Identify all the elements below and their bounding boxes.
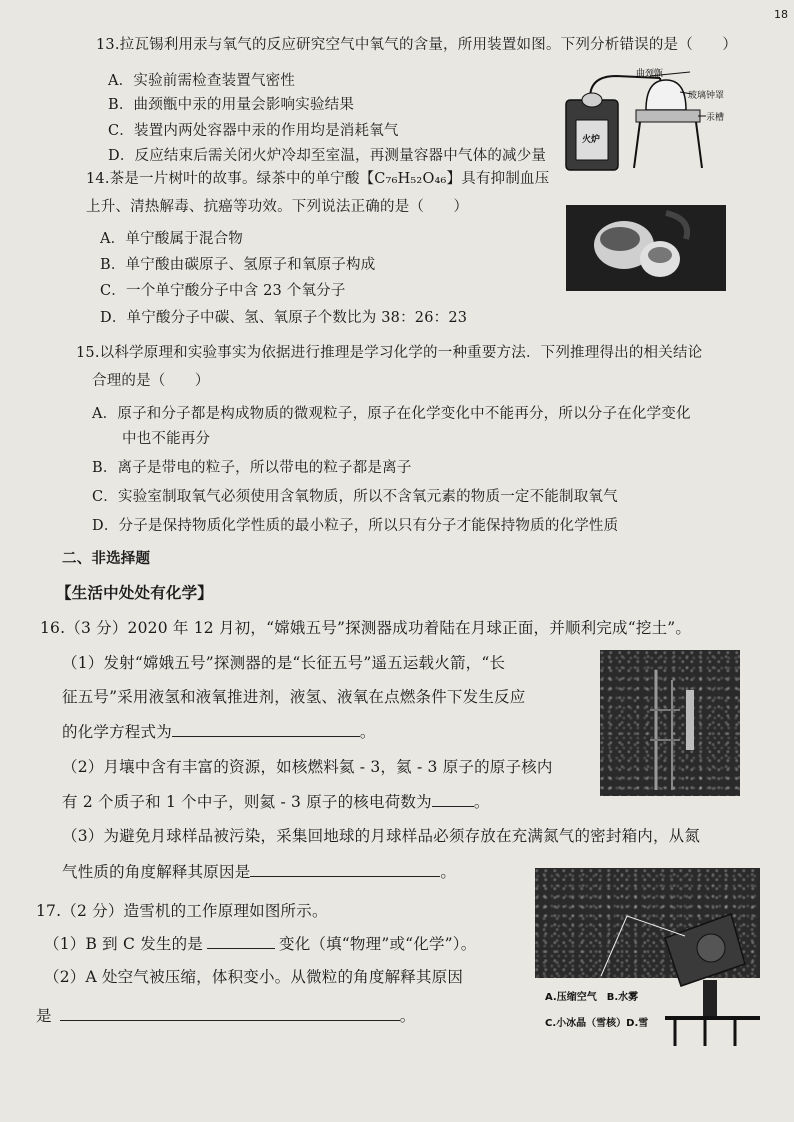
q16-p1-line2: 征五号”采用液氢和液氧推进剂，液氢、液氧在点燃条件下发生反应 xyxy=(62,688,526,706)
q15-stem-line2: 合理的是（ ） xyxy=(92,373,210,389)
q14-option-c: C．一个单宁酸分子中含 23 个氧分子 xyxy=(100,283,346,299)
section-subtitle: 【生活中处处有化学】 xyxy=(56,583,214,602)
label-mercury-trough: 汞槽 xyxy=(706,113,725,123)
snow-machine-figure xyxy=(535,868,760,1046)
label-retort: 曲颈甑 xyxy=(636,69,664,79)
q13-option-d: D．反应结束后需关闭火炉冷却至室温，再测量容器中气体的减少量 xyxy=(108,148,547,164)
q17-p2-line1: （2）A 处空气被压缩，体积变小。从微粒的角度解释其原因 xyxy=(44,968,464,986)
q16-p2-line2-text: 有 2 个质子和 1 个中子，则氦 - 3 原子的核电荷数为 xyxy=(62,793,432,811)
label-furnace: 火炉 xyxy=(582,135,601,145)
tea-photo xyxy=(566,205,726,291)
q16-answer-blank-2[interactable] xyxy=(432,792,474,807)
q15-option-c: C．实验室制取氧气必须使用含氧物质，所以不含氧元素的物质一定不能制取氧气 xyxy=(92,489,618,505)
rocket-tower-drawing xyxy=(600,650,740,796)
q13-option-c: C．装置内两处容器中汞的作用均是消耗氧气 xyxy=(108,123,399,139)
q17-p2-line2-text: 是 xyxy=(36,1007,52,1025)
q16-answer-blank-1[interactable] xyxy=(172,722,360,737)
snow-caption-line2: C.小冰晶（雪核）D.雪 xyxy=(545,1018,649,1029)
q15-option-d: D．分子是保持物质化学性质的最小粒子，所以只有分子才能保持物质的化学性质 xyxy=(92,518,619,534)
q16-p3-line2 xyxy=(62,862,456,881)
q16-p2-line1: （2）月壤中含有丰富的资源，如核燃料氦 - 3，氦 - 3 原子的原子核内 xyxy=(62,758,553,776)
snow-caption-line1: A.压缩空气 B.水雾 xyxy=(545,992,639,1003)
q17-p2-line2 xyxy=(36,1006,415,1025)
q16-p1-line3 xyxy=(62,722,376,741)
q13-stem: 13.拉瓦锡利用汞与氧气的反应研究空气中氧气的含量，所用装置如图。下列分析错误的是（ ） xyxy=(96,37,738,53)
q13-option-a: A．实验前需检查装置气密性 xyxy=(108,73,296,89)
q16-p3-line1: （3）为避免月球样品被污染，采集回地球的月球样品必须存放在充满氮气的密封箱内，从氮 xyxy=(62,827,701,845)
lavoisier-apparatus-figure xyxy=(560,58,740,178)
q16-answer-blank-3[interactable] xyxy=(250,862,440,877)
section-title: 二、非选择题 xyxy=(62,550,151,567)
period-4: 。 xyxy=(399,1007,416,1025)
q17-stem: 17.（2 分）造雪机的工作原理如图所示。 xyxy=(36,902,328,920)
q13-option-b: B．曲颈甑中汞的用量会影响实验结果 xyxy=(108,97,355,113)
q17-p1 xyxy=(44,934,476,953)
q15-option-a-line1: A．原子和分子都是构成物质的微观粒子，原子在化学变化中不能再分，所以分子在化学变化 xyxy=(92,406,691,422)
q17-answer-blank-1[interactable] xyxy=(207,934,275,949)
q14-option-a: A．单宁酸属于混合物 xyxy=(100,231,243,247)
q16-p1-line1: （1）发射“嫦娥五号”探测器的是“长征五号”遥五运载火箭，“长 xyxy=(62,654,506,672)
q16-p3-line2-text: 气性质的角度解释其原因是 xyxy=(62,863,251,881)
q15-option-a-line2: 中也不能再分 xyxy=(122,431,211,447)
q15-option-b: B．离子是带电的粒子，所以带电的粒子都是离子 xyxy=(92,460,412,476)
q17-p1-before: （1）B 到 C 发生的是 xyxy=(44,935,203,953)
rocket-launch-photo xyxy=(600,650,740,796)
q17-answer-blank-2[interactable] xyxy=(60,1006,400,1021)
period-2: 。 xyxy=(473,793,490,811)
tea-cups-drawing xyxy=(566,205,726,291)
q17-p1-after: 变化（填“物理”或“化学”）。 xyxy=(279,935,477,953)
q16-p1-line3-text: 的化学方程式为 xyxy=(62,723,172,741)
label-bell-jar: 玻璃钟罩 xyxy=(688,91,725,101)
q14-option-b: B．单宁酸由碳原子、氢原子和氧原子构成 xyxy=(100,257,376,273)
q14-option-d: D．单宁酸分子中碳、氢、氧原子个数比为 38：26：23 xyxy=(100,310,468,326)
page-number: 18 xyxy=(774,8,788,21)
q16-stem: 16.（3 分）2020 年 12 月初，“嫦娥五号”探测器成功着陆在月球正面，并顺利完成“挖土”。 xyxy=(40,619,692,637)
period-1: 。 xyxy=(359,723,376,741)
q14-stem-line1: 14.茶是一片树叶的故事。绿茶中的单宁酸【C₇₆H₅₂O₄₆】具有抑制血压 xyxy=(86,171,550,187)
q15-stem-line1: 15.以科学原理和实验事实为依据进行推理是学习化学的一种重要方法．下列推理得出的相关结论 xyxy=(76,345,703,361)
q16-p2-line2 xyxy=(62,792,490,811)
period-3: 。 xyxy=(440,863,457,881)
q14-stem-line2: 上升、清热解毒、抗癌等功效。下列说法正确的是（ ） xyxy=(86,199,469,215)
